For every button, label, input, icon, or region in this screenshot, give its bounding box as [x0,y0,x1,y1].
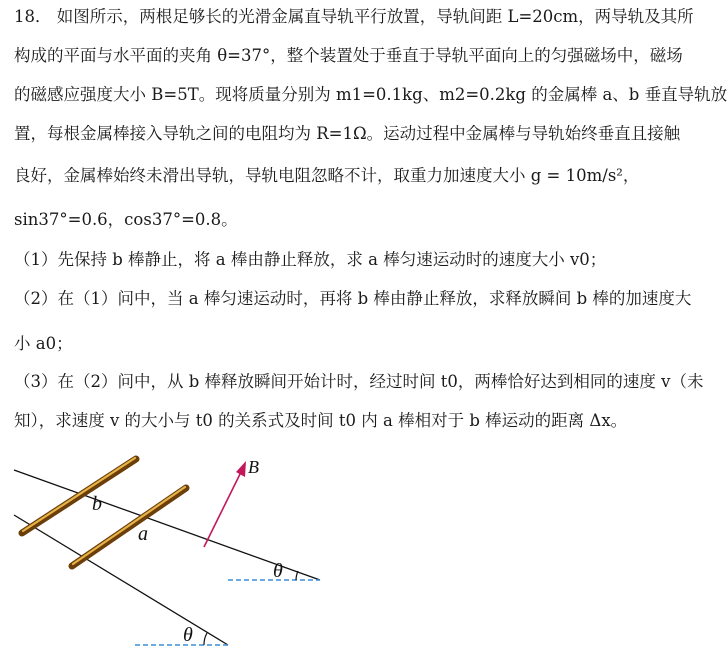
label-angle-upper: θ [273,560,283,582]
label-rod-b: b [92,493,102,515]
question-3-line-2: 知），求速度 v 的大小与 t0 的关系式及时间 t0 内 a 棒相对于 b 棒运动的距离 Δx。 [14,411,628,430]
problem-line-3: 的磁感应强度大小 B=5T。现将质量分别为 m1=0.1kg、m2=0.2kg 的金属棒 a、b 垂直导轨放 [14,85,727,104]
label-rod-a: a [138,523,148,545]
field-arrow [204,468,243,547]
angle-arc-upper [296,571,298,580]
problem-line-2: 构成的平面与水平面的夹角 θ=37°，整个装置处于垂直于导轨平面向上的匀强磁场中，磁场 [14,46,683,65]
label-field-B: B [248,457,259,477]
rod-b [22,459,136,533]
rod-b-highlight [23,458,135,531]
question-3-line-1: （3）在（2）问中，从 b 棒释放瞬间开始计时，经过时间 t0，两棒恰好达到相同的速度 v（未 [14,372,704,391]
question-2-line-2: 小 a0； [14,334,73,353]
field-arrowhead [236,461,246,477]
problem-line-4: 置，每根金属棒接入导轨之间的电阻均为 R=1Ω。运动过程中金属棒与导轨始终垂直且接触 [14,124,681,143]
problem-line-5: 良好，金属棒始终未滑出导轨，导轨电阻忽略不计，取重力加速度大小 g = 10m/s²， [14,166,640,185]
question-2-line-1: （2）在（1）问中，当 a 棒匀速运动时，再将 b 棒由静止释放，求释放瞬间 b 棒的加速度大 [14,289,692,308]
problem-line-6: sin37°=0.6，cos37°=0.8。 [14,210,238,229]
problem-line-1: 18． 如图所示，两根足够长的光滑金属直导轨平行放置，导轨间距 L=20cm，两导轨及其所 [14,7,694,26]
question-1-line: （1）先保持 b 棒静止，将 a 棒由静止释放，求 a 棒匀速运动时的速度大小 v0； [14,250,607,269]
rod-a [72,488,186,566]
label-angle-lower: θ [183,624,193,646]
angle-arc-lower [204,633,207,645]
